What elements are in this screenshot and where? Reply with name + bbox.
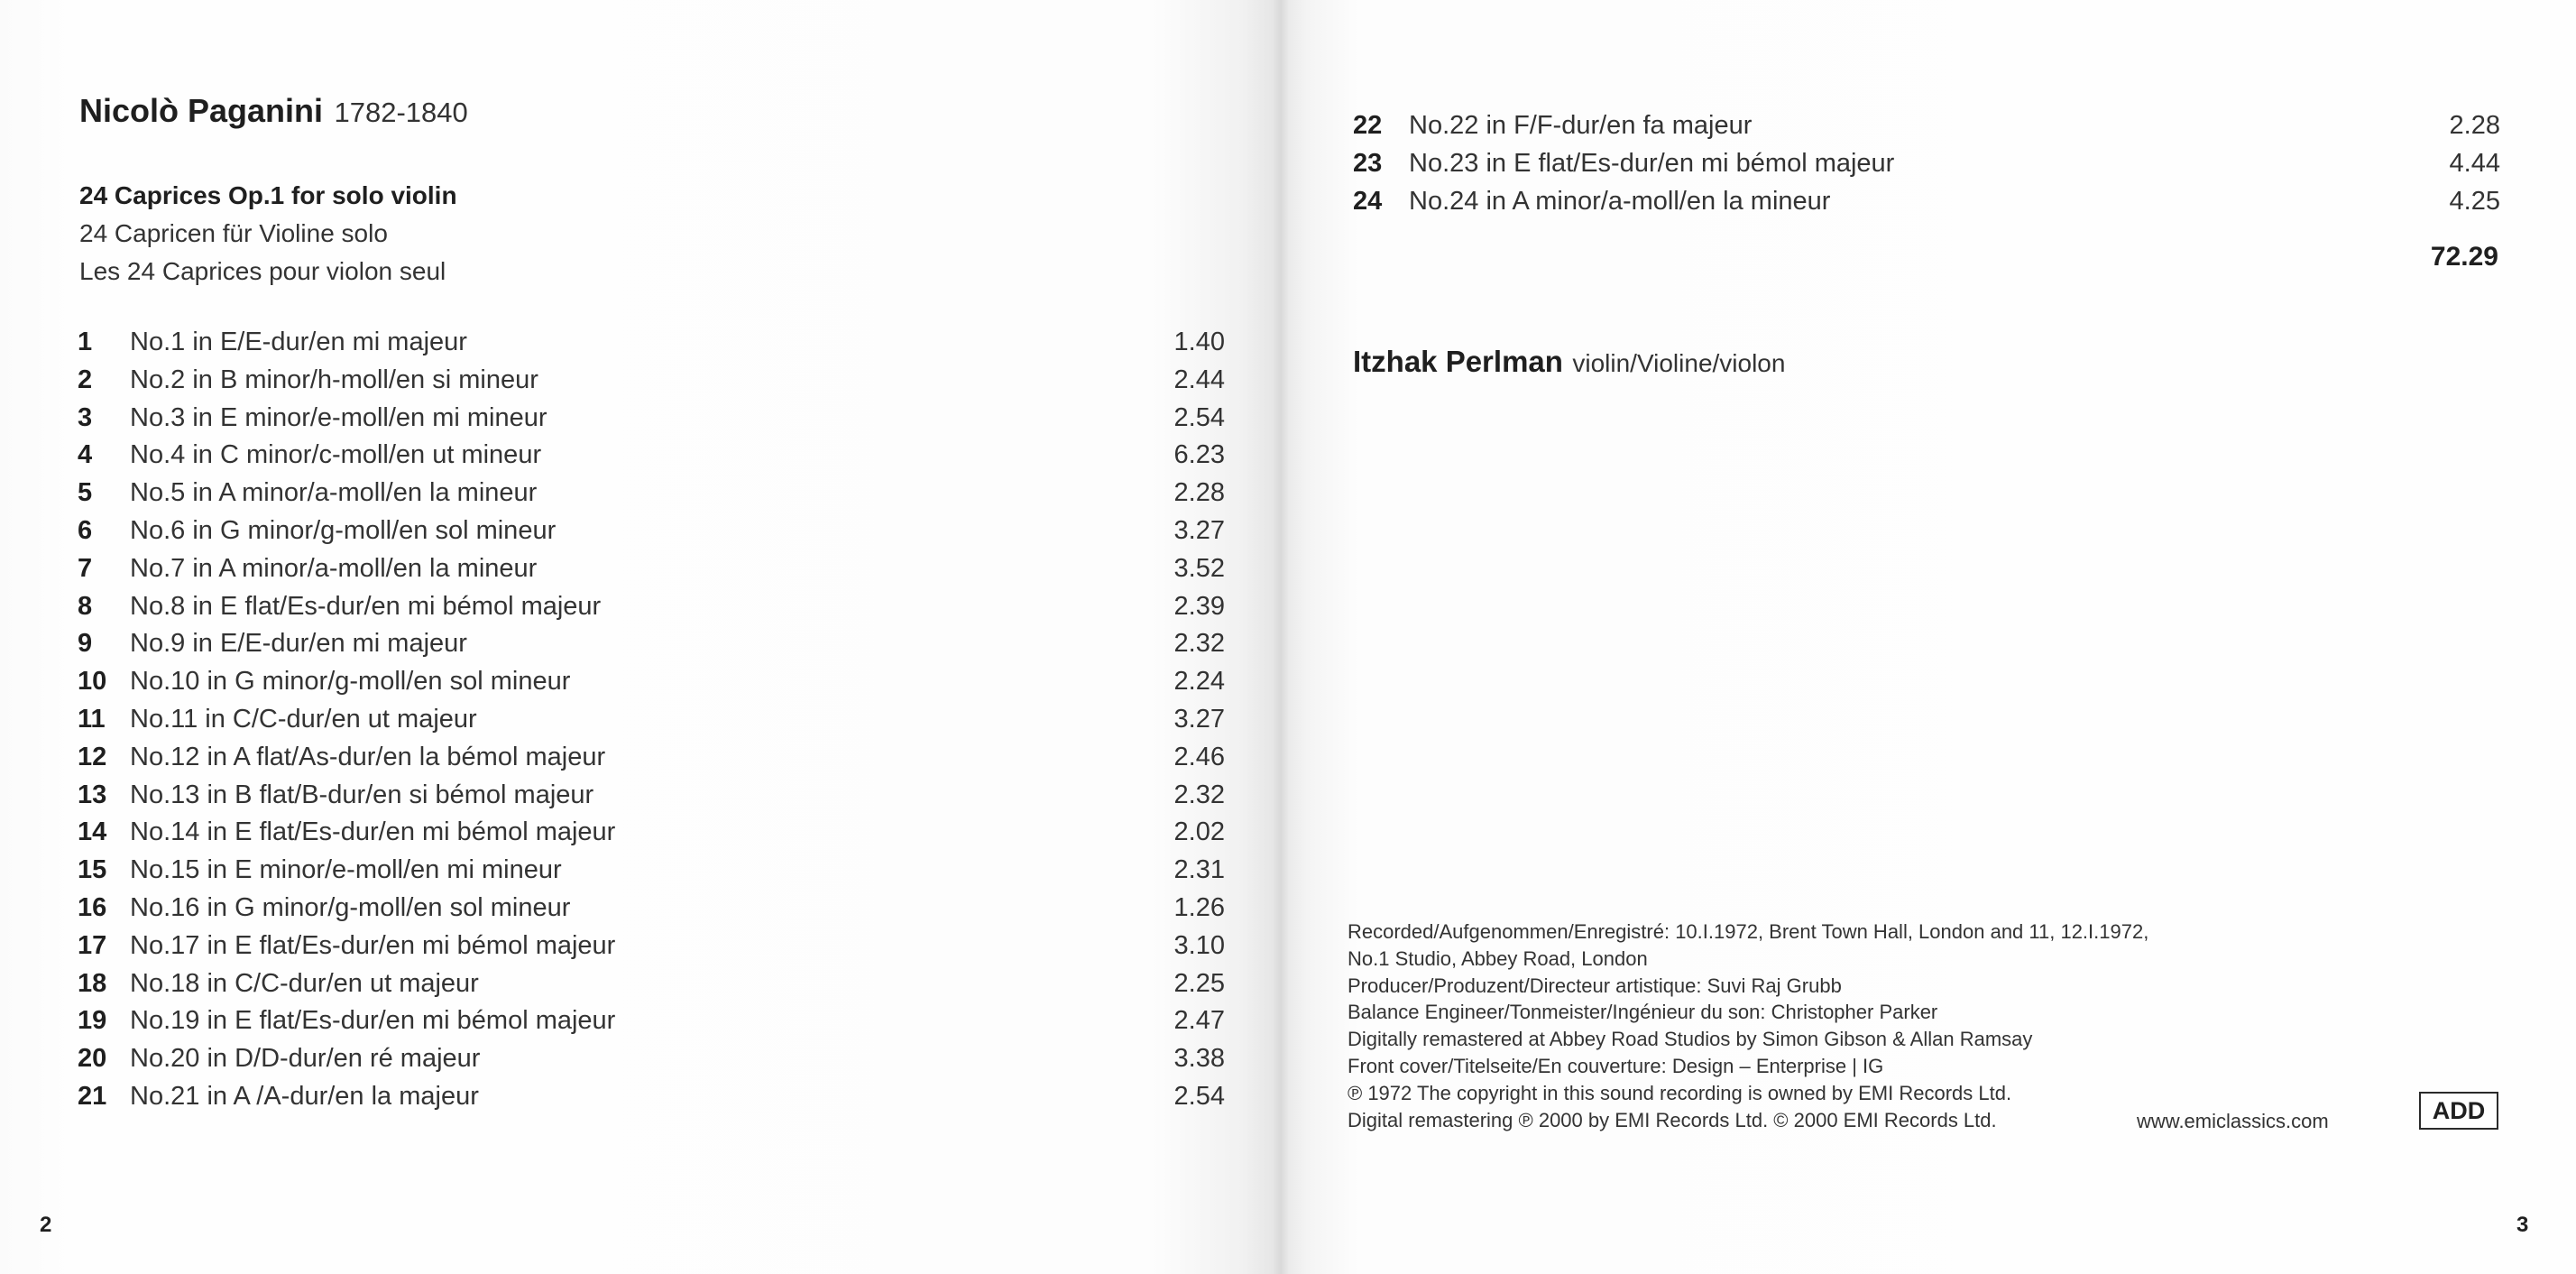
track-row	[78, 474, 1225, 512]
track-duration: 2.32	[1173, 629, 1225, 659]
track-title: No.8 in E flat/Es-dur/en mi bémol majeur	[130, 591, 602, 621]
track-title: No.6 in G minor/g-moll/en sol mineur	[130, 515, 557, 545]
track-number: 16	[78, 892, 107, 922]
track-number: 24	[1353, 186, 1383, 216]
track-number: 18	[78, 968, 107, 998]
track-title: No.15 in E minor/e-moll/en mi mineur	[130, 855, 562, 885]
page-number-right: 3	[2516, 1213, 2529, 1237]
track-list-left	[78, 323, 1225, 1115]
track-row	[78, 927, 1225, 965]
track-title: No.7 in A minor/a-moll/en la mineur	[130, 553, 538, 583]
credit-line: Recorded/Aufgenommen/Enregistré: 10.I.1972, Brent Town Hall, London and 11, 12.I.1972,	[1348, 920, 2149, 943]
track-number: 6	[78, 515, 93, 545]
booklet-spine	[1274, 0, 1288, 1274]
track-number: 7	[78, 553, 93, 583]
track-title: No.22 in F/F-dur/en fa majeur	[1409, 111, 1753, 140]
track-title: No.13 in B flat/B-dur/en si bémol majeur	[130, 780, 594, 809]
track-title: No.21 in A /A-dur/en la majeur	[130, 1081, 479, 1111]
track-title: No.10 in G minor/g-moll/en sol mineur	[130, 667, 571, 697]
track-row	[78, 813, 1225, 851]
track-row	[78, 624, 1225, 662]
track-duration: 6.23	[1173, 440, 1225, 470]
track-row	[78, 700, 1225, 738]
track-duration: 4.44	[2449, 148, 2500, 178]
credit-line: ℗ 1972 The copyright in this sound recording is owned by EMI Records Ltd.	[1348, 1081, 2012, 1104]
track-number: 19	[78, 1006, 107, 1036]
track-title: No.2 in B minor/h-moll/en si mineur	[130, 365, 538, 394]
track-number: 23	[1353, 148, 1383, 178]
track-row	[78, 436, 1225, 474]
credit-line: Producer/Produzent/Directeur artistique: Suvi Raj Grubb	[1348, 974, 1842, 997]
track-duration: 2.39	[1173, 591, 1225, 621]
track-duration: 3.27	[1173, 515, 1225, 545]
track-row	[78, 1039, 1225, 1077]
track-duration: 2.28	[1173, 478, 1225, 508]
track-duration: 2.02	[1173, 817, 1225, 847]
track-duration: 3.10	[1173, 930, 1225, 960]
track-number: 15	[78, 855, 107, 885]
track-row	[78, 851, 1225, 889]
track-title: No.19 in E flat/Es-dur/en mi bémol majeur	[130, 1006, 616, 1036]
track-row	[78, 1077, 1225, 1115]
track-row	[78, 512, 1225, 549]
track-row	[78, 965, 1225, 1002]
track-row	[78, 399, 1225, 437]
work-title-german: 24 Capricen für Violine solo	[79, 219, 388, 247]
credit-line: Digitally remastered at Abbey Road Studios by Simon Gibson & Allan Ramsay	[1348, 1028, 2033, 1051]
track-duration: 2.44	[1173, 365, 1225, 394]
performer-credit	[1353, 345, 1785, 379]
track-number: 13	[78, 780, 107, 809]
track-title: No.4 in C minor/c-moll/en ut mineur	[130, 440, 542, 470]
track-row	[1353, 182, 2500, 220]
track-duration: 2.28	[2449, 111, 2500, 140]
credit-line: No.1 Studio, Abbey Road, London	[1348, 946, 1648, 970]
track-title: No.3 in E minor/e-moll/en mi mineur	[130, 402, 547, 432]
track-duration: 2.25	[1173, 968, 1225, 998]
track-number: 9	[78, 629, 93, 659]
composer-heading	[79, 92, 468, 130]
work-title-block	[79, 177, 457, 291]
performer-name: Itzhak Perlman	[1353, 345, 1563, 378]
track-number: 11	[78, 704, 106, 734]
track-number: 2	[78, 365, 93, 394]
track-number: 3	[78, 402, 93, 432]
track-duration: 3.52	[1173, 553, 1225, 583]
track-number: 1	[78, 328, 93, 356]
track-title: No.1 in E/E-dur/en mi majeur	[130, 328, 467, 356]
track-duration: 2.47	[1173, 1006, 1225, 1036]
work-title: 24 Caprices Op.1 for solo violin	[79, 181, 457, 209]
track-row	[1353, 144, 2500, 182]
track-number: 22	[1353, 111, 1383, 140]
track-row	[78, 549, 1225, 587]
track-row	[78, 776, 1225, 814]
track-number: 12	[78, 742, 107, 771]
work-title-french: Les 24 Caprices pour violon seul	[79, 257, 446, 285]
website-url: www.emiclassics.com	[2137, 1110, 2329, 1132]
track-row	[78, 361, 1225, 399]
track-title: No.14 in E flat/Es-dur/en mi bémol majeur	[130, 817, 616, 847]
track-duration: 2.54	[1173, 1081, 1225, 1111]
track-title: No.9 in E/E-dur/en mi majeur	[130, 629, 467, 659]
track-title: No.17 in E flat/Es-dur/en mi bémol majeur	[130, 930, 616, 960]
track-row	[78, 662, 1225, 700]
track-number: 10	[78, 667, 107, 697]
credit-line: Front cover/Titelseite/En couverture: Design – Enterprise | IG	[1348, 1054, 1884, 1077]
track-duration: 2.46	[1173, 742, 1225, 771]
track-number: 21	[78, 1081, 107, 1111]
track-list-right	[1353, 106, 2500, 219]
track-duration: 1.40	[1173, 328, 1225, 356]
page-number-left: 2	[40, 1213, 52, 1237]
track-duration: 2.31	[1173, 855, 1225, 885]
track-title: No.18 in C/C-dur/en ut majeur	[130, 968, 479, 998]
track-number: 20	[78, 1044, 107, 1074]
track-row	[78, 889, 1225, 927]
track-row	[1353, 106, 2500, 144]
track-duration: 4.25	[2449, 186, 2500, 216]
track-title: No.12 in A flat/As-dur/en la bémol majeur	[130, 742, 606, 771]
track-number: 5	[78, 478, 93, 508]
composer-name: Nicolò Paganini	[79, 92, 324, 129]
track-title: No.5 in A minor/a-moll/en la mineur	[130, 478, 538, 508]
track-row	[78, 1002, 1225, 1039]
track-duration: 1.26	[1173, 892, 1225, 922]
track-duration: 2.54	[1173, 402, 1225, 432]
credit-line: Digital remastering ℗ 2000 by EMI Records Ltd. © 2000 EMI Records Ltd.	[1348, 1108, 1997, 1131]
track-title: No.24 in A minor/a-moll/en la mineur	[1409, 186, 1831, 216]
recording-credits	[1348, 919, 2148, 1133]
track-duration: 3.27	[1173, 704, 1225, 734]
composer-dates: 1782-1840	[334, 97, 468, 128]
track-number: 4	[78, 440, 93, 470]
track-number: 14	[78, 817, 107, 847]
track-title: No.11 in C/C-dur/en ut majeur	[130, 704, 477, 734]
track-title: No.16 in G minor/g-moll/en sol mineur	[130, 892, 571, 922]
track-row	[78, 587, 1225, 625]
credit-line: Balance Engineer/Tonmeister/Ingénieur du son: Christopher Parker	[1348, 1001, 1938, 1024]
track-number: 17	[78, 930, 107, 960]
track-row	[78, 738, 1225, 776]
total-time: 72.29	[2430, 242, 2498, 272]
track-title: No.23 in E flat/Es-dur/en mi bémol majeur	[1409, 148, 1895, 178]
track-number: 8	[78, 591, 93, 621]
performer-role: violin/Violine/violon	[1572, 349, 1786, 377]
track-row	[78, 323, 1225, 361]
add-badge: ADD	[2419, 1092, 2498, 1130]
track-title: No.20 in D/D-dur/en ré majeur	[130, 1044, 481, 1074]
track-duration: 3.38	[1173, 1044, 1225, 1074]
track-duration: 2.24	[1173, 667, 1225, 697]
track-duration: 2.32	[1173, 780, 1225, 809]
